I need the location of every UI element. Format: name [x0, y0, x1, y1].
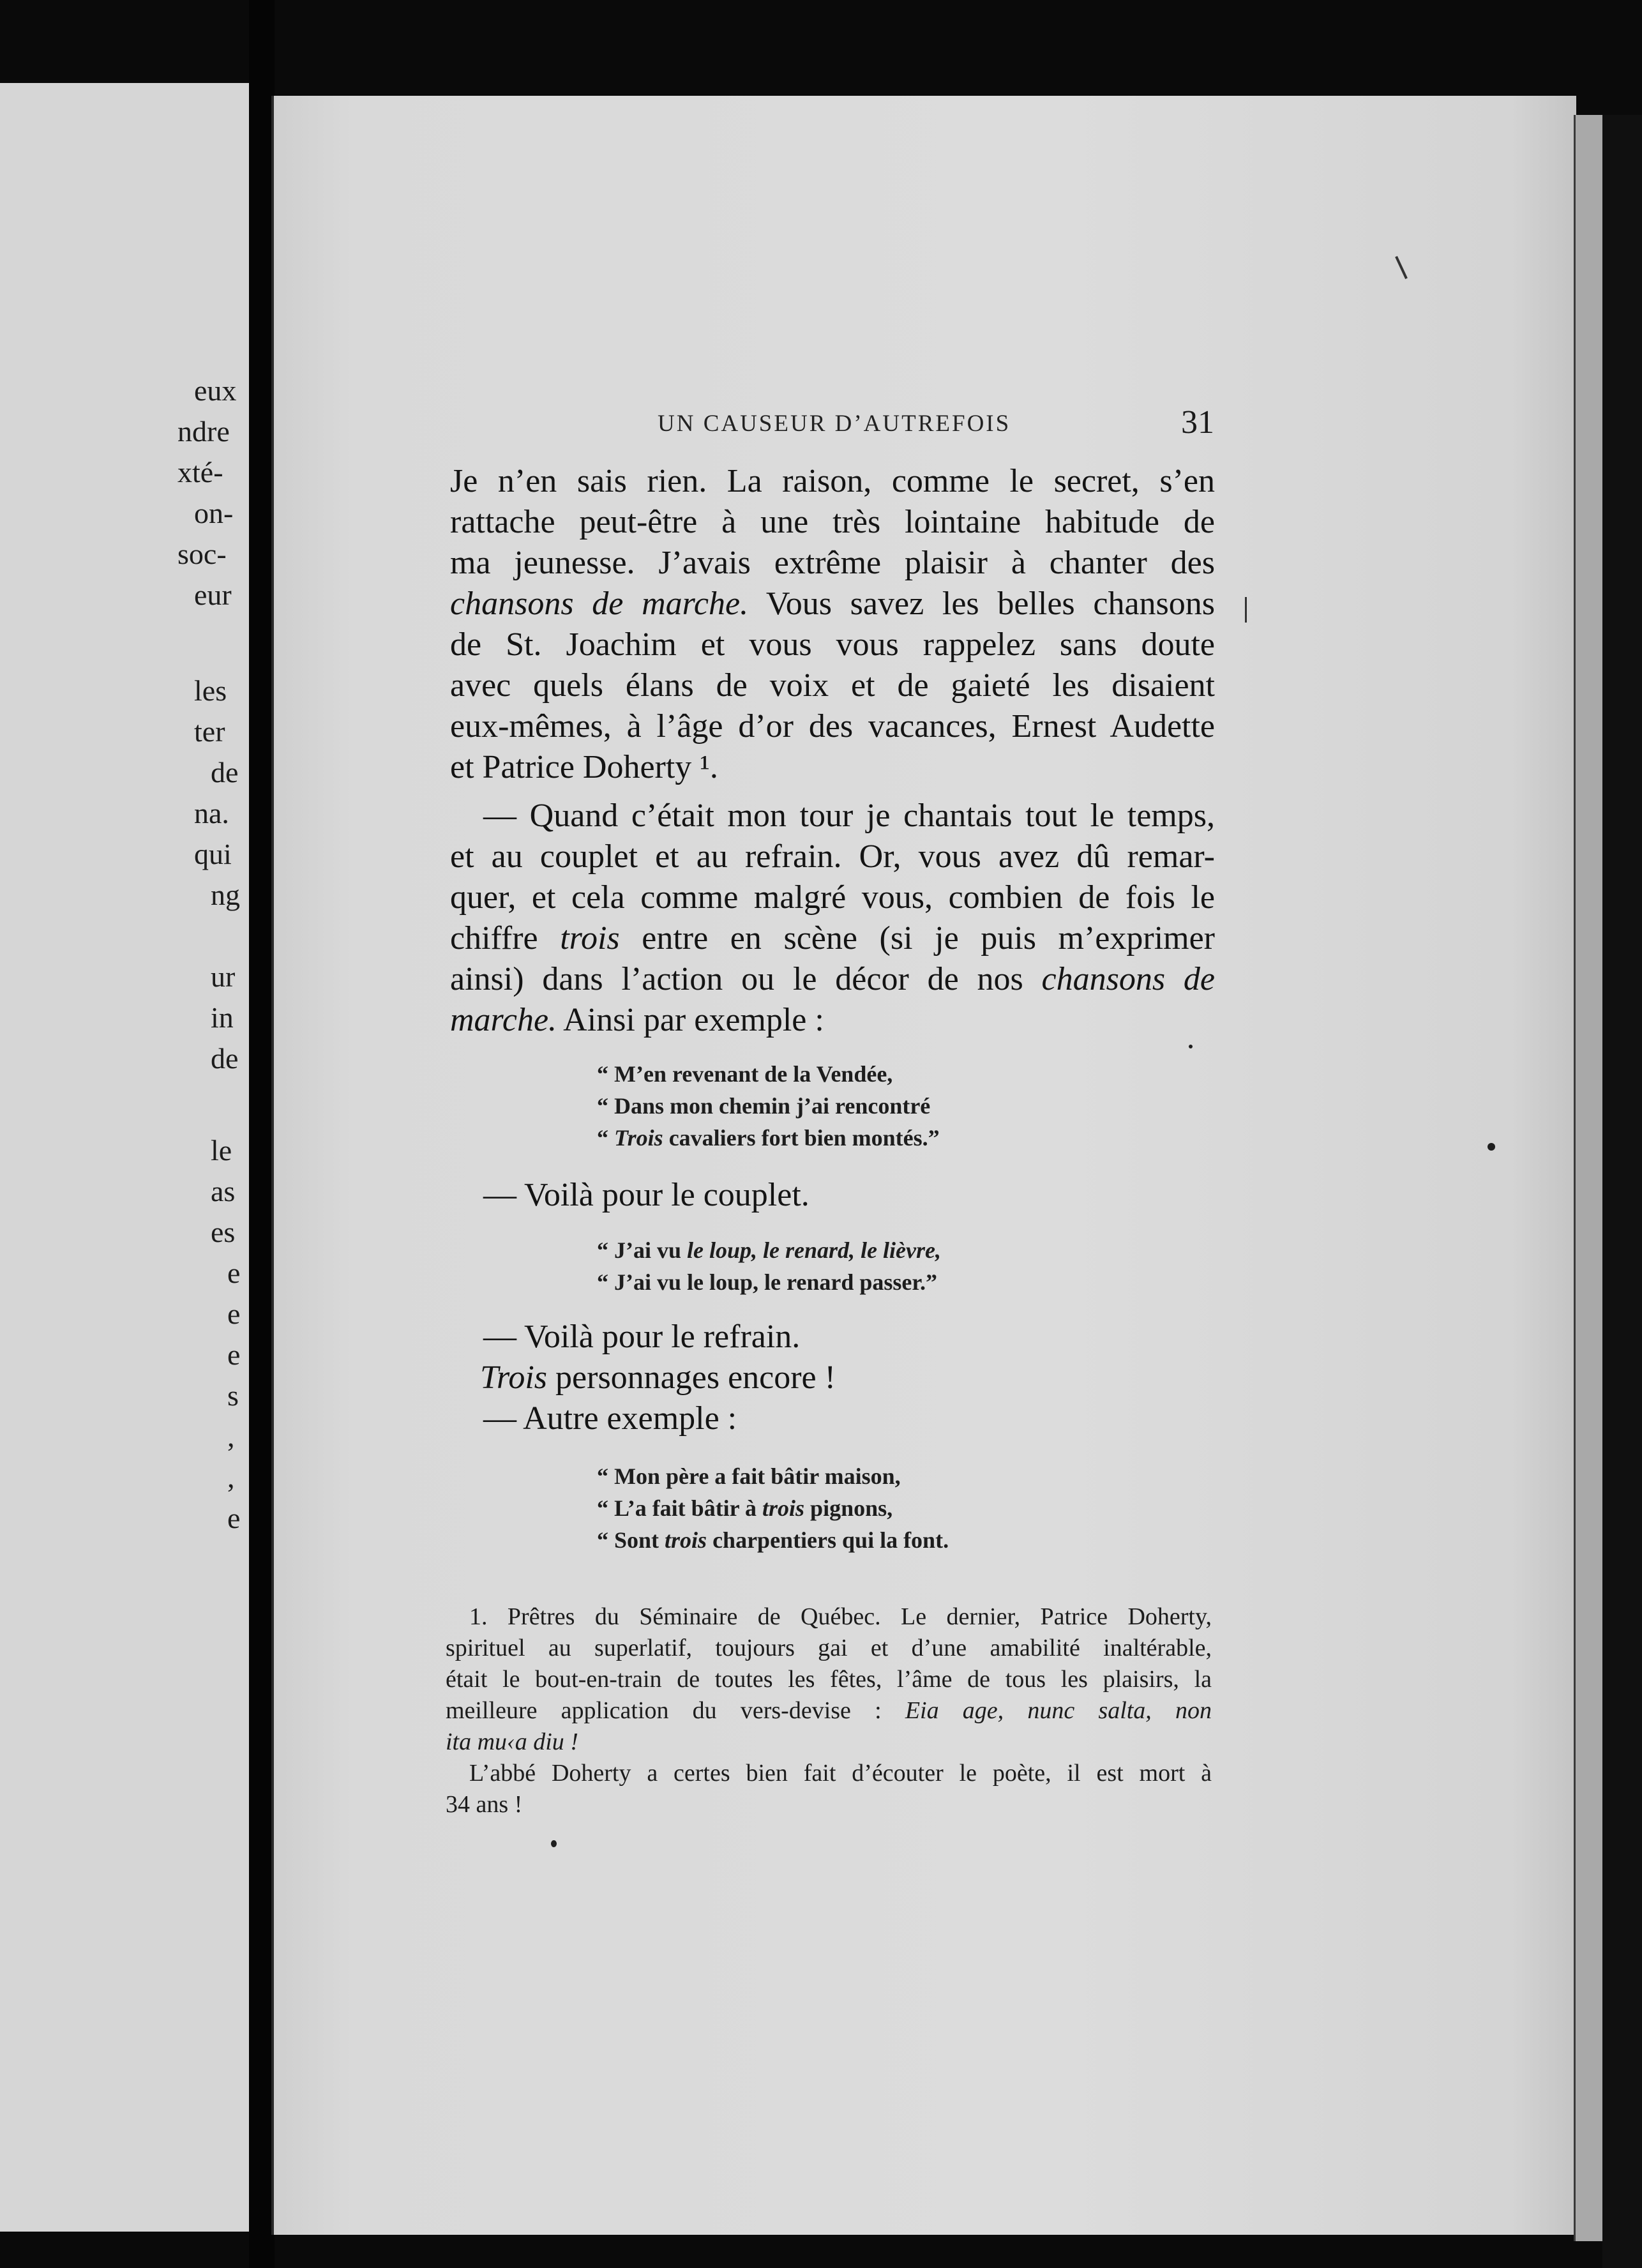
verse-line: “ Dans mon chemin j’ai rencontré: [597, 1093, 931, 1119]
paragraph-1-line: ma jeunesse. J’avais extrême plaisir à chanter des: [450, 545, 1215, 581]
facing-page-fragment: as: [211, 1175, 236, 1207]
italic-phrase: chansons de: [1041, 961, 1215, 997]
facing-page-fragment: soc-: [177, 538, 227, 570]
facing-page-fragment: ,: [227, 1461, 235, 1493]
italic-word: trois: [560, 920, 620, 956]
footnote-line: [446, 1695, 1212, 1727]
text-run: “: [597, 1125, 614, 1151]
footnote-line: 1. Prêtres du Séminaire de Québec. Le dernier, Patrice Doherty,: [469, 1603, 1212, 1630]
page-stack-edge: [1574, 115, 1604, 2241]
running-title: UN CAUSEUR D’AUTREFOIS: [658, 411, 1011, 437]
verse-line: [597, 1492, 893, 1525]
text-run: “ J’ai vu: [597, 1237, 688, 1263]
facing-page-fragment: na.: [194, 797, 229, 829]
facing-page-fragment: ur: [211, 960, 236, 993]
text-run: personnages encore !: [547, 1359, 836, 1396]
text-run: charpentiers qui la font.: [707, 1527, 949, 1553]
facing-page-fragment: in: [211, 1001, 234, 1034]
text-run: “ Sont: [597, 1527, 665, 1553]
text-run: entre en scène (si je puis m’exprimer: [619, 920, 1215, 956]
dialogue-line: — Voilà pour le refrain.: [483, 1319, 801, 1355]
text-run: meilleure application du vers-devise :: [446, 1697, 905, 1724]
facing-page-fragment: on-: [194, 497, 234, 529]
footnote-line: 34 ans !: [446, 1791, 523, 1818]
paragraph-1-line: rattache peut-être à une très lointaine habitude de: [450, 504, 1215, 540]
italic-phrase: Eia age, nunc salta, non: [905, 1697, 1212, 1724]
paragraph-2-line: [450, 918, 1215, 959]
facing-page-fragment: e: [227, 1338, 241, 1371]
paragraph-1-line: eux-mêmes, à l’âge d’or des vacances, Ernest Audette: [450, 708, 1215, 745]
verse-line: “ J’ai vu le loup, le renard passer.”: [597, 1269, 938, 1295]
paragraph-2-line: — Quand c’était mon tour je chantais tout le temps,: [483, 798, 1215, 834]
facing-page-fragment: eux: [194, 374, 237, 407]
verse-line: “ M’en revenant de la Vendée,: [597, 1061, 893, 1087]
ink-speck: [1189, 1045, 1193, 1048]
facing-page-fragment: eur: [194, 578, 232, 611]
italic-word: marche.: [450, 1002, 557, 1038]
paragraph-1-line: Je n’en sais rien. La raison, comme le secret, s’en: [450, 463, 1215, 499]
facing-page-fragment: ,: [227, 1420, 235, 1453]
dialogue-line: — Voilà pour le couplet.: [483, 1177, 810, 1213]
facing-page-fragment: qui: [194, 838, 232, 870]
facing-page-fragment: ndre: [177, 415, 230, 448]
facing-page-fragment: es: [211, 1216, 236, 1248]
page-number: 31: [1181, 404, 1214, 441]
facing-page-fragment: e: [227, 1297, 241, 1330]
verse-line: [597, 1234, 941, 1267]
text-run: Ainsi par exemple :: [557, 1002, 824, 1038]
italic-word: trois: [665, 1527, 707, 1553]
text-run: Vous savez les belles chansons: [748, 586, 1215, 622]
italic-word: Trois: [480, 1359, 548, 1396]
verse-line: “ Mon père a fait bâtir maison,: [597, 1463, 901, 1489]
facing-page-fragment: s: [227, 1379, 239, 1412]
paragraph-2-line: [450, 959, 1215, 1000]
footnote-line: [446, 1727, 1212, 1758]
facing-page-fragment: xté-: [177, 456, 223, 488]
ink-speck: [551, 1840, 557, 1847]
text-run: pignons,: [804, 1495, 893, 1521]
footnote-line: L’abbé Doherty a certes bien fait d’écouter le poète, il est mort à: [469, 1760, 1212, 1787]
facing-page-fragment: de: [211, 1042, 239, 1075]
italic-word: trois: [762, 1495, 805, 1521]
facing-page-fragment: e: [227, 1257, 241, 1289]
paragraph-2-line: [450, 1000, 1215, 1041]
facing-page-fragment: le: [211, 1134, 232, 1167]
verse-line: [597, 1121, 940, 1154]
scan-mark: [1245, 597, 1247, 623]
facing-page-fragment: ng: [211, 879, 240, 911]
text-run: chiffre: [450, 920, 561, 956]
italic-phrase: chansons de marche.: [450, 586, 749, 622]
book-gutter: [249, 0, 275, 2268]
ink-speck: [1488, 1143, 1495, 1151]
text-run: cavaliers fort bien montés.”: [663, 1125, 940, 1151]
italic-phrase: le loup, le renard, le lièvre,: [687, 1237, 941, 1263]
paragraph-1-line: et Patrice Doherty ¹.: [450, 749, 718, 785]
paragraph-1-line: avec quels élans de voix et de gaieté les disaient: [450, 667, 1215, 704]
text-line: [480, 1357, 836, 1398]
footnote-line: était le bout-en-train de toutes les fêtes, l’âme de tous les plaisirs, la: [446, 1666, 1212, 1693]
paragraph-2-line: quer, et cela comme malgré vous, combien de fois le: [450, 879, 1215, 916]
dialogue-line: — Autre exemple :: [483, 1400, 737, 1437]
scan-border: [1602, 115, 1642, 2268]
facing-page-fragment: les: [194, 674, 227, 707]
facing-page-fragment: e: [227, 1502, 241, 1534]
paragraph-2-line: et au couplet et au refrain. Or, vous avez dû remar-: [450, 838, 1215, 875]
left-page-edge: [0, 83, 249, 2232]
footnote-line: spirituel au superlatif, toujours gai et d’une amabilité inaltérable,: [446, 1635, 1212, 1661]
paragraph-1-line: de St. Joachim et vous vous rappelez sans doute: [450, 626, 1215, 663]
text-run: ainsi) dans l’action ou le décor de nos: [450, 961, 1042, 997]
italic-phrase: ita mu‹a diu !: [446, 1728, 578, 1755]
text-run: “ L’a fait bâtir à: [597, 1495, 763, 1521]
italic-word: Trois: [614, 1125, 663, 1151]
facing-page-fragment: de: [211, 756, 239, 789]
verse-line: [597, 1523, 949, 1557]
paragraph-1-line: [450, 584, 1215, 624]
facing-page-fragment: ter: [194, 715, 225, 748]
